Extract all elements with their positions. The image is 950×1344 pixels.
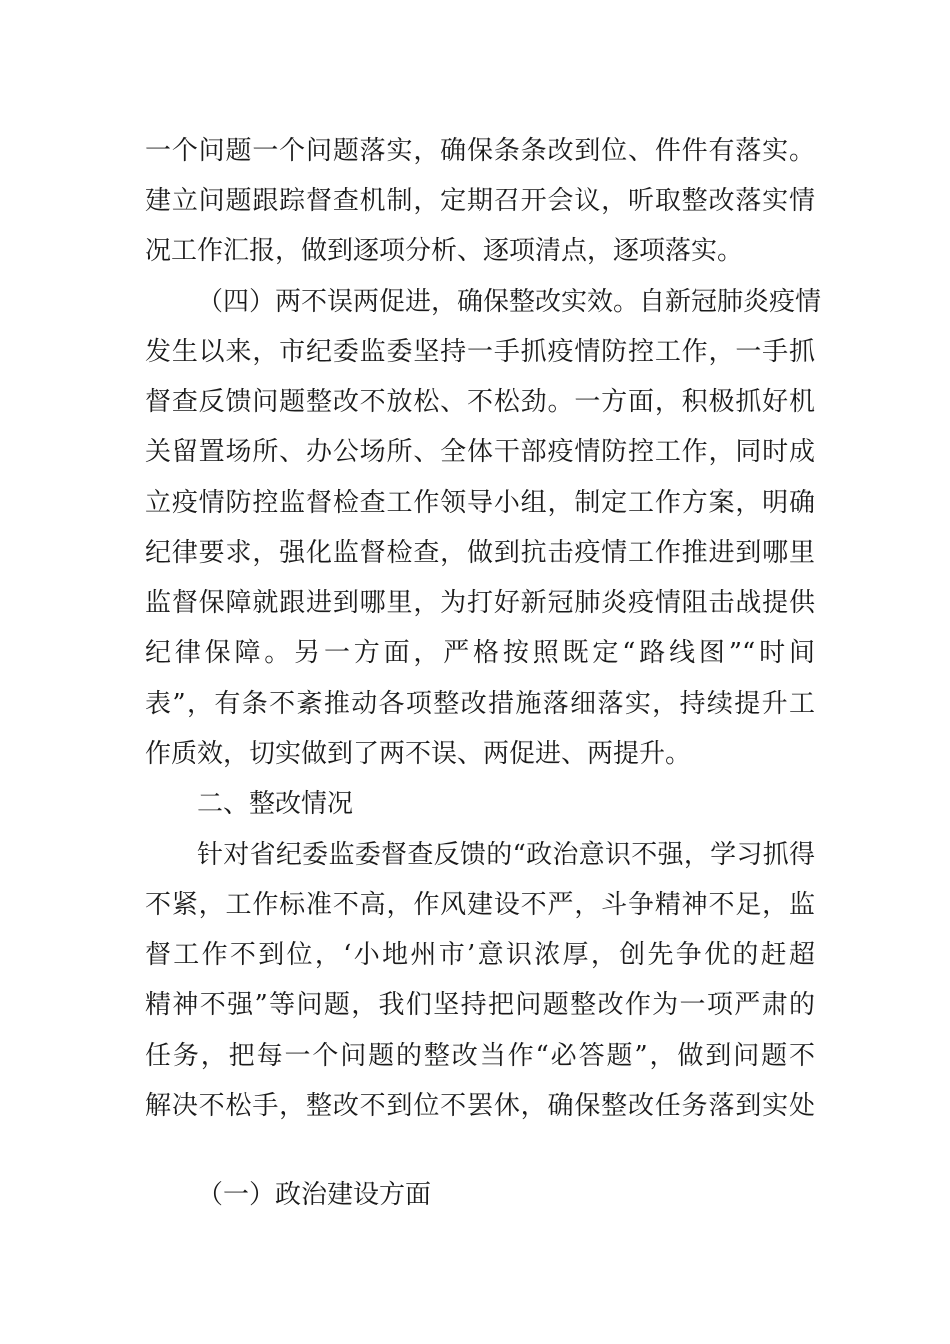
paragraph-line: 发生以来，市纪委监委坚持一手抓疫情防控工作，一手抓: [145, 337, 815, 367]
paragraph-line: 表”，有条不紊推动各项整改措施落细落实，持续提升工: [145, 689, 815, 719]
paragraph-line: 关留置场所、办公场所、全体干部疫情防控工作，同时成: [145, 437, 815, 467]
paragraph-line: 督工作不到位，‘小地州市’意识浓厚，创先争优的赶超: [145, 940, 815, 970]
paragraph-line: 针对省纪委监委督查反馈的“政治意识不强，学习抓得: [197, 840, 815, 870]
paragraph-line: 况工作汇报，做到逐项分析、逐项清点，逐项落实。: [145, 236, 744, 266]
paragraph-line: 纪律要求，强化监督检查，做到抗击疫情工作推进到哪里: [145, 538, 815, 568]
paragraph-line: 不紧，工作标准不高，作风建设不严，斗争精神不足，监: [145, 890, 815, 920]
paragraph-line: 一个问题一个问题落实，确保条条改到位、件件有落实。: [145, 136, 815, 166]
paragraph-line: 纪律保障。另一方面，严格按照既定“路线图”“时间: [145, 638, 815, 668]
paragraph-line: （四）两不误两促进，确保整改实效。自新冠肺炎疫情: [197, 287, 822, 317]
paragraph-line: 建立问题跟踪督查机制，定期召开会议，听取整改落实情: [145, 186, 815, 216]
subsection-heading: （一）政治建设方面: [197, 1180, 432, 1210]
paragraph-line: 督查反馈问题整改不放松、不松劲。一方面，积极抓好机: [145, 387, 815, 417]
paragraph-line: 解决不松手，整改不到位不罢休，确保整改任务落到实处: [145, 1091, 815, 1121]
paragraph-line: 任务，把每一个问题的整改当作“必答题”，做到问题不: [145, 1041, 815, 1071]
paragraph-line: 监督保障就跟进到哪里，为打好新冠肺炎疫情阻击战提供: [145, 588, 815, 618]
paragraph-line: 精神不强”等问题，我们坚持把问题整改作为一项严肃的: [145, 990, 815, 1020]
section-heading: 二、整改情况: [197, 789, 354, 819]
paragraph-line: 作质效，切实做到了两不误、两促进、两提升。: [145, 739, 692, 769]
paragraph-line: 立疫情防控监督检查工作领导小组，制定工作方案，明确: [145, 488, 815, 518]
